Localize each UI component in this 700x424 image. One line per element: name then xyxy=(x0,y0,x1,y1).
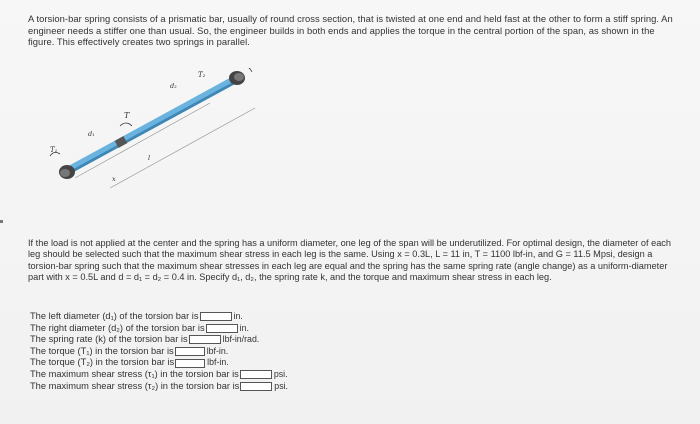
answer-row-left-diameter xyxy=(30,311,450,323)
dimension-line-l xyxy=(110,108,255,188)
answer-label: The torque (T₂) in the torsion bar is xyxy=(30,357,175,368)
shear-stress-tau1-input[interactable] xyxy=(240,370,272,379)
problem-intro: A torsion-bar spring consists of a prismatic bar, usually of round cross section, that is twisted at one end and held fast at the other to form a stiff spring. An engineer needs a stiffer one than usual. So, the engineer builds in both ends and applies the torque in the central portion of the span, as shown in the figure. This effectively creates two springs in parallel. xyxy=(28,13,673,47)
left-diameter-input[interactable] xyxy=(200,312,232,321)
label-l: l xyxy=(148,154,151,162)
dimension-line-x xyxy=(75,103,210,178)
page-edge-mark xyxy=(0,220,3,223)
answer-unit: in. xyxy=(239,322,249,333)
answer-label: The maximum shear stress (τ₂) in the torsion bar is xyxy=(30,380,240,391)
answer-unit: lbf-in/rad. xyxy=(222,334,260,345)
answer-row-shear-tau1 xyxy=(30,369,450,381)
right-diameter-input[interactable] xyxy=(206,324,238,333)
answer-unit: lbf-in. xyxy=(207,357,229,368)
answer-unit: psi. xyxy=(273,368,288,379)
answer-label: The spring rate (k) of the torsion bar is xyxy=(30,334,188,345)
answer-row-right-diameter xyxy=(30,323,450,335)
label-d1: d₁ xyxy=(88,130,95,138)
answer-label: The left diameter (d₁) of the torsion bar is xyxy=(30,311,199,321)
answer-unit: psi. xyxy=(274,380,288,391)
answer-label: The right diameter (d₂) of the torsion bar is xyxy=(30,322,205,333)
shear-stress-tau2-input[interactable] xyxy=(240,382,272,391)
answer-row-torque-t2 xyxy=(30,357,450,369)
torque-t1-input[interactable] xyxy=(175,347,205,356)
answer-row-spring-rate xyxy=(30,334,450,346)
answer-label: The maximum shear stress (τ₁) in the torsion bar is xyxy=(30,368,239,379)
answer-row-shear-tau2 xyxy=(30,381,450,393)
torsion-bar xyxy=(70,78,235,168)
label-x: x xyxy=(112,175,116,183)
torsion-bar-figure xyxy=(40,68,300,188)
label-T1: T₁ xyxy=(50,146,58,154)
label-T: T xyxy=(124,111,130,120)
spring-rate-input[interactable] xyxy=(189,335,221,344)
answer-label: The torque (T₁) in the torsion bar is xyxy=(30,345,174,356)
answer-list xyxy=(30,311,450,392)
answer-row-torque-t1 xyxy=(30,346,450,358)
problem-question: If the load is not applied at the center and the spring has a uniform diameter, one leg of the span will be underutilized. For optimal design, the diameter of each leg should be selected such that the maximum shear stress in each leg is the same. Using x = 0.3L, L = 11 in, T = 1100 lbf-in, and G = 11.5 Mpsi, design a torsion-bar spring such that the maximum shear stresses in each leg are equal and the spring has the same spring rate (angle change) as a uniform-diameter part with x = 0.5L and d = d₁ = d₂ = 0.4 in. Specify d₁, d₂, the spring rate k, and the torque and maximum shear stress in each leg. xyxy=(28,238,672,283)
torque-arrow-T2 xyxy=(240,68,252,72)
torsion-bar-diagram xyxy=(40,68,300,188)
answer-unit: lbf-in. xyxy=(206,345,229,356)
answer-unit: in. xyxy=(233,311,243,321)
torque-t2-input[interactable] xyxy=(175,359,205,368)
torque-arrow-T xyxy=(120,123,132,126)
label-T2: T₂ xyxy=(198,71,206,79)
label-d2: d₂ xyxy=(170,82,177,90)
